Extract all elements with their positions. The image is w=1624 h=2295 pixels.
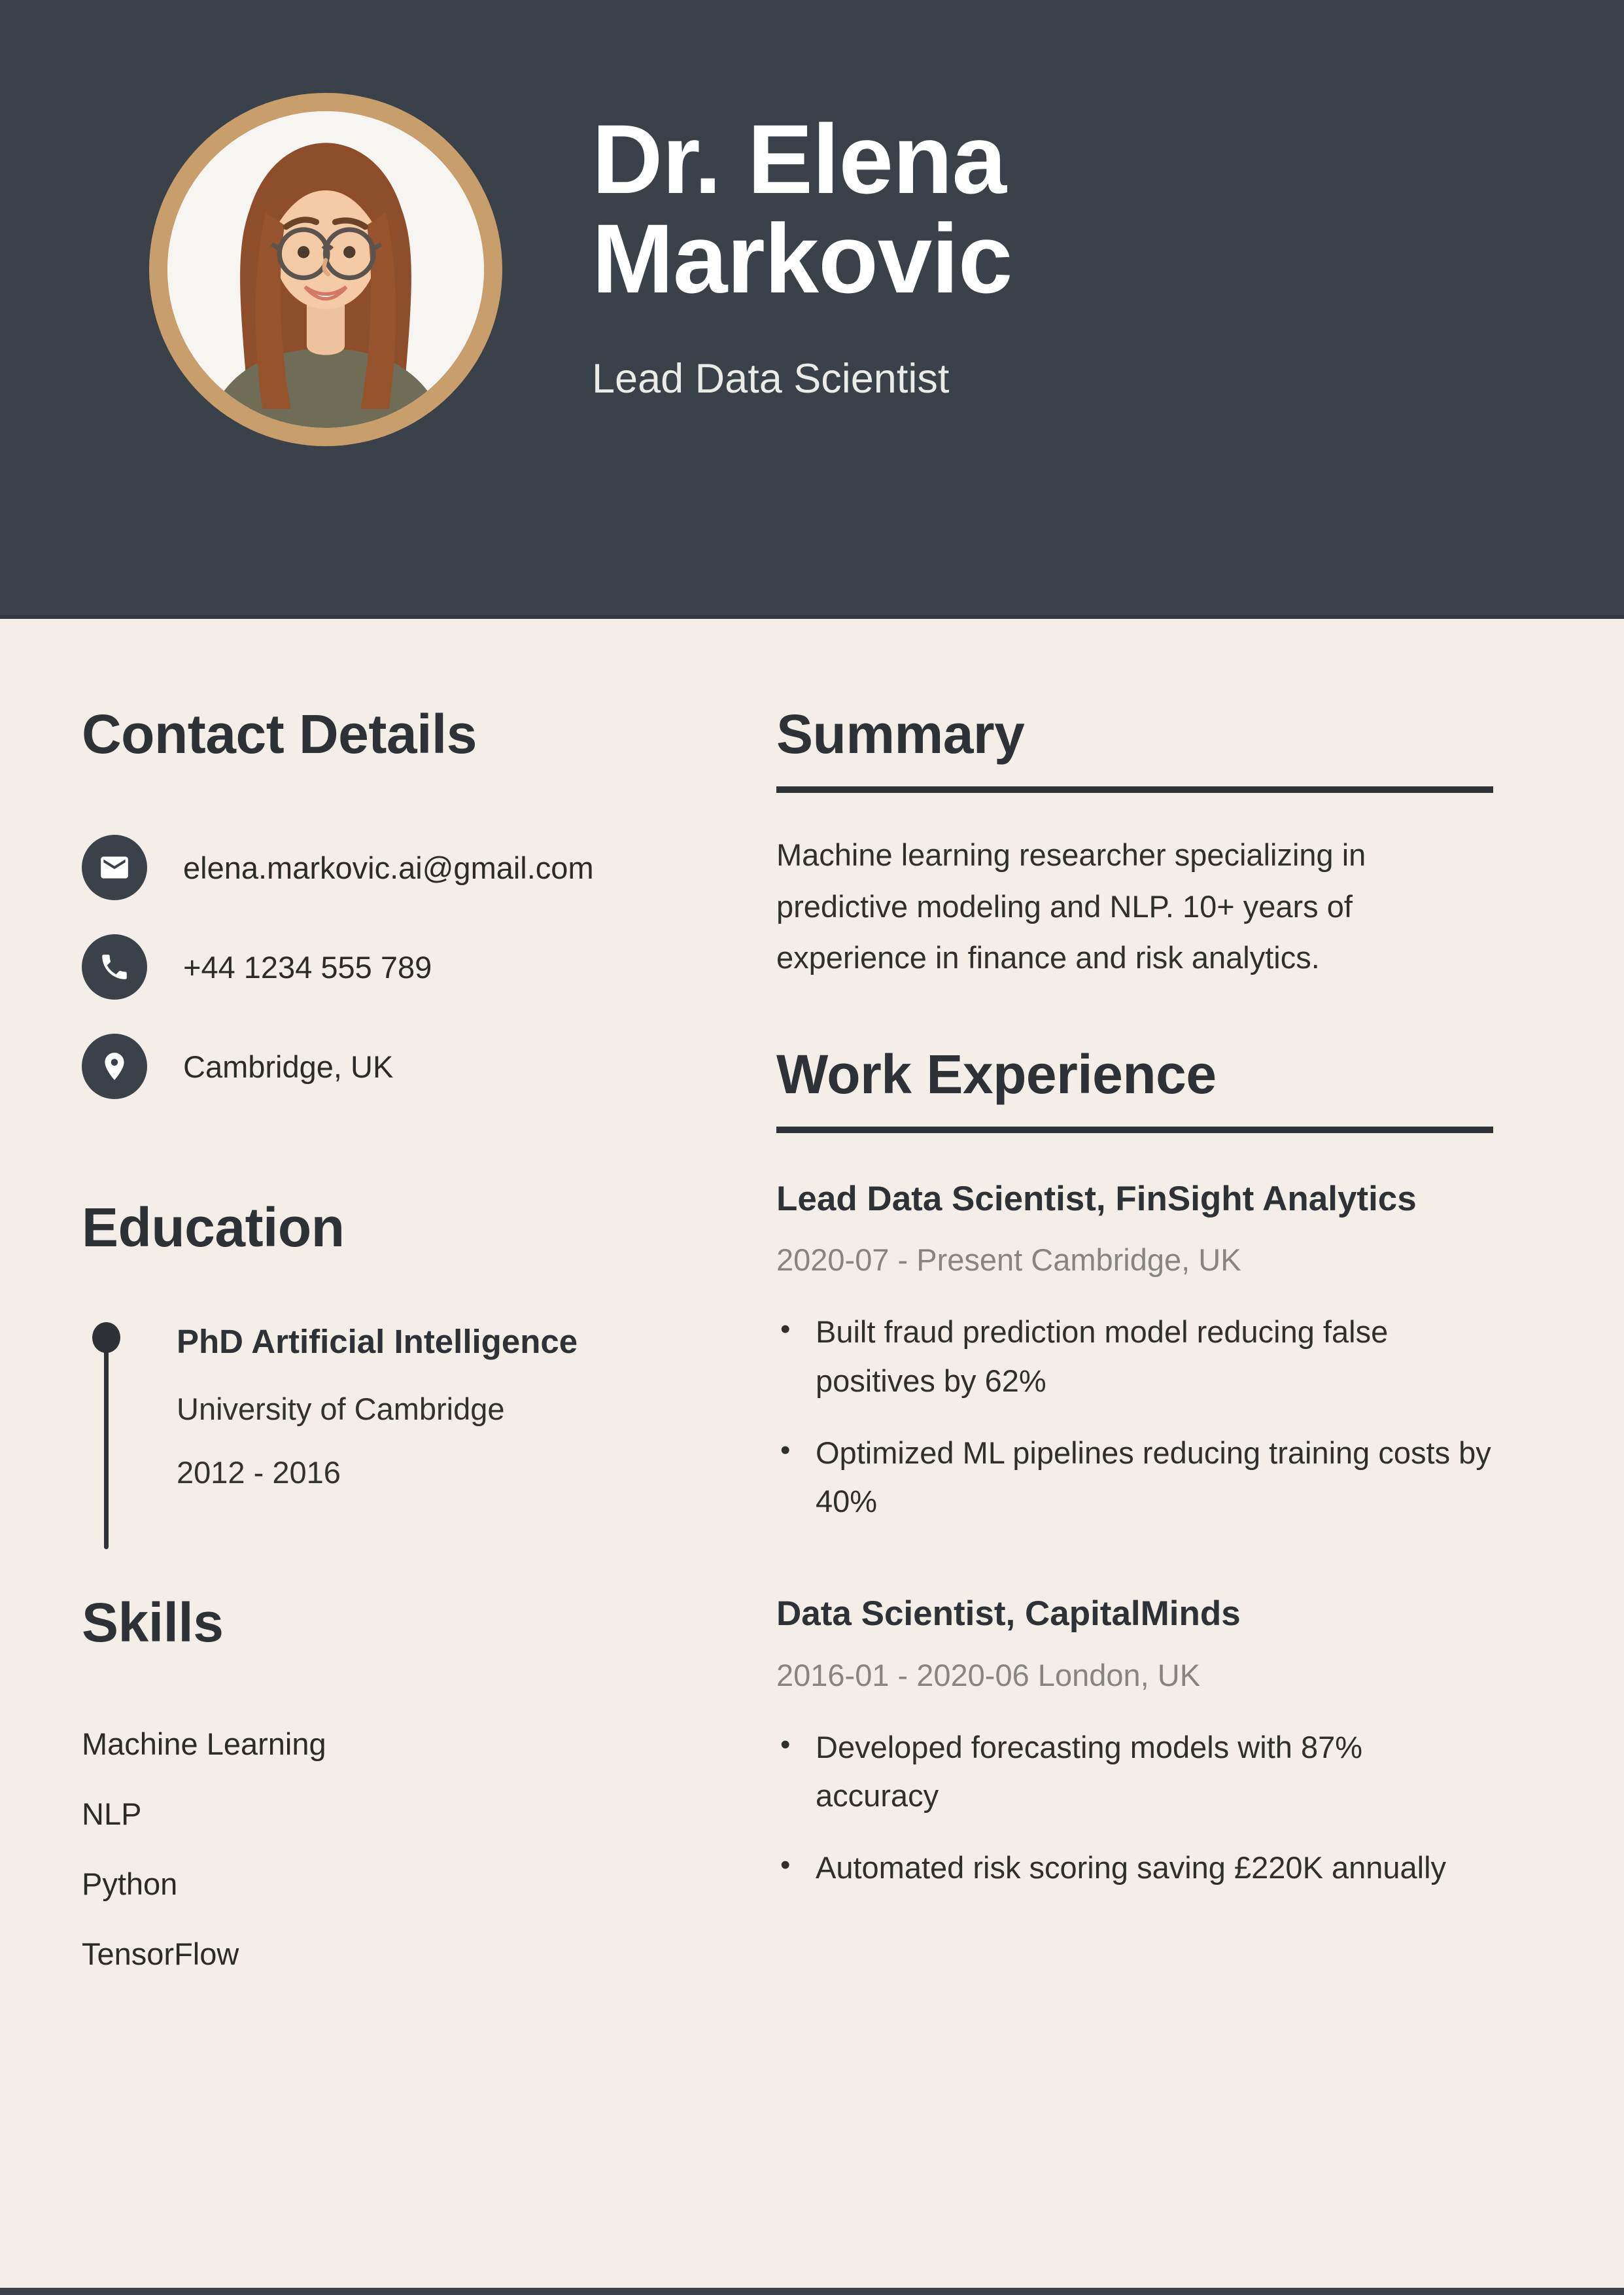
- education-entry: [82, 1322, 706, 1549]
- name-line-1: Dr. Elena: [592, 104, 1006, 214]
- contact-email-value: elena.markovic.ai@gmail.com: [183, 850, 594, 885]
- education-school: University of Cambridge: [177, 1391, 505, 1426]
- job-bullet: [776, 1723, 1493, 1821]
- left-column: [82, 704, 706, 2006]
- job-entry: [776, 1175, 1493, 1526]
- timeline-line: [104, 1333, 109, 1549]
- contact-list: [82, 835, 706, 1099]
- job-bullet-text: Automated risk scoring saving £220K annually: [816, 1850, 1447, 1885]
- contact-row-email: [82, 835, 706, 900]
- job-bullet: [776, 1429, 1493, 1526]
- contact-row-phone: [82, 934, 706, 1000]
- summary-text: Machine learning researcher specializing in predictive modeling and NLP. 10+ years of experience in finance and risk analytics.: [776, 837, 1366, 975]
- job-title-subtitle: Lead Data Scientist: [592, 356, 950, 402]
- job-bullet-list: [776, 1308, 1493, 1526]
- job-title: Data Scientist, CapitalMinds: [776, 1594, 1241, 1634]
- job-bullet: [776, 1844, 1493, 1892]
- bullet-dot-icon: •: [780, 1849, 791, 1882]
- work-experience-heading: Work Experience: [776, 1043, 1217, 1105]
- skills-heading: Skills: [82, 1591, 224, 1653]
- job-title: Lead Data Scientist, FinSight Analytics: [776, 1180, 1417, 1219]
- job-bullet-list: [776, 1723, 1493, 1893]
- phone-icon: [82, 934, 147, 1000]
- profile-photo: [167, 111, 484, 428]
- education-heading: Education: [82, 1197, 345, 1259]
- contact-location-value: Cambridge, UK: [183, 1049, 394, 1084]
- job-bullet-text: Developed forecasting models with 87% accuracy: [816, 1729, 1363, 1813]
- contact-heading: Contact Details: [82, 703, 477, 765]
- skill-item: Machine Learning: [82, 1726, 326, 1762]
- job-entry: [776, 1590, 1493, 1892]
- skill-item: Python: [82, 1866, 178, 1902]
- portrait-illustration: [167, 111, 484, 428]
- job-dates-location: 2020-07 - Present Cambridge, UK: [776, 1242, 1241, 1278]
- right-column: [776, 704, 1493, 1916]
- education-dates: 2012 - 2016: [177, 1454, 341, 1490]
- skill-item: NLP: [82, 1796, 142, 1832]
- bullet-dot-icon: •: [780, 1728, 791, 1761]
- contact-phone-value: +44 1234 555 789: [183, 949, 432, 985]
- header-text: [592, 104, 1012, 402]
- name-line-2: Markovic: [592, 203, 1012, 313]
- main-content: [0, 619, 1624, 2006]
- job-bullet-text: Optimized ML pipelines reducing training costs by 40%: [816, 1435, 1491, 1519]
- photo-ring: [149, 93, 502, 446]
- skills-list: [82, 1726, 706, 1972]
- education-degree: PhD Artificial Intelligence: [177, 1322, 578, 1360]
- location-icon: [82, 1034, 147, 1099]
- summary-divider: [776, 786, 1493, 793]
- footer-bar: [0, 2288, 1624, 2295]
- contact-row-location: [82, 1034, 706, 1099]
- bullet-dot-icon: •: [780, 1433, 791, 1466]
- email-icon: [82, 835, 147, 900]
- work-experience-divider: [776, 1127, 1493, 1133]
- skill-item: TensorFlow: [82, 1936, 239, 1972]
- job-dates-location: 2016-01 - 2020-06 London, UK: [776, 1657, 1201, 1692]
- header: [0, 0, 1624, 619]
- bullet-dot-icon: •: [780, 1313, 791, 1346]
- job-bullet-text: Built fraud prediction model reducing false positives by 62%: [816, 1314, 1389, 1398]
- job-bullet: [776, 1308, 1493, 1405]
- summary-heading: Summary: [776, 703, 1025, 765]
- person-name: [592, 104, 1012, 313]
